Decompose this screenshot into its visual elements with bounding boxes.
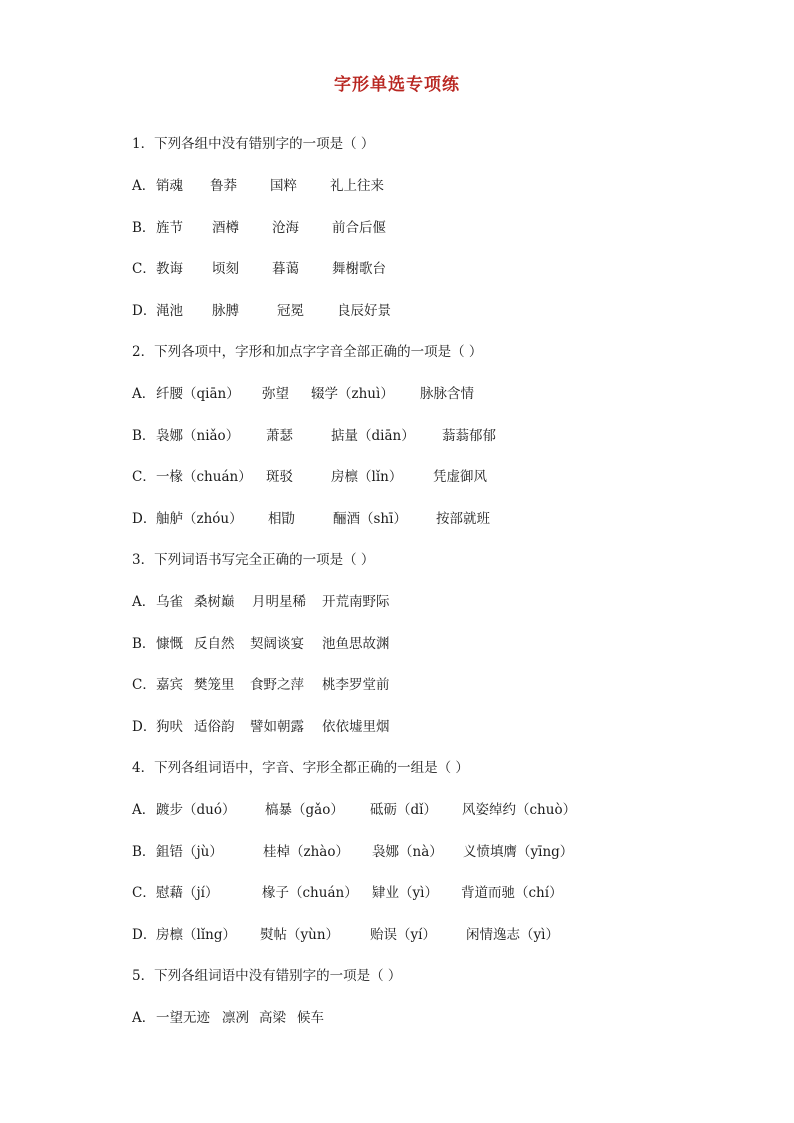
- option-item: 辍学（zhuì）: [311, 386, 394, 402]
- option-item: 掂量（diān）: [331, 428, 415, 444]
- option-label: C．: [132, 469, 156, 485]
- option-item: 开荒南野际: [322, 594, 390, 610]
- option-item: 椽子（chuán）: [262, 885, 358, 901]
- option-item: 酾酒（shī）: [333, 511, 407, 527]
- option-item: 一椽（chuán）: [156, 469, 252, 485]
- option-item: 袅娜（nà）: [372, 844, 443, 860]
- question-3-stem: 3．下列词语书写完全正确的一项是（ ）: [132, 552, 375, 568]
- option-item: 萧瑟: [266, 428, 293, 444]
- option-item: 义愤填膺（yīng）: [463, 844, 574, 860]
- option-label: B．: [132, 844, 156, 860]
- option-item: 良辰好景: [337, 303, 391, 319]
- option-item: 酒樽: [212, 220, 239, 236]
- option-item: 嘉宾: [156, 677, 183, 693]
- option-label: A．: [132, 1010, 156, 1026]
- option-item: 乌雀: [156, 594, 183, 610]
- option-label: A．: [132, 802, 156, 818]
- option-label: A．: [132, 178, 156, 194]
- option-item: 渑池: [156, 303, 183, 319]
- option-item: 槁暴（gǎo）: [265, 802, 344, 818]
- option-item: 冠冕: [277, 303, 304, 319]
- page-title: 字形单选专项练: [334, 75, 460, 95]
- question-4-stem: 4．下列各组词语中，字音、字形全都正确的一组是（ ）: [132, 760, 469, 776]
- option-item: 舞榭歌台: [332, 261, 386, 277]
- option-item: 慰藉（jí）: [156, 885, 219, 901]
- option-item: 贻误（yí）: [370, 927, 436, 943]
- option-item: 舳舻（zhóu）: [156, 511, 243, 527]
- option-item: 一望无迹: [156, 1010, 210, 1026]
- option-item: 凛冽: [222, 1010, 249, 1026]
- option-item: 鉏铻（jù）: [156, 844, 223, 860]
- option-item: 候车: [297, 1010, 324, 1026]
- option-label: B．: [132, 636, 156, 652]
- option-item: 依依墟里烟: [322, 719, 390, 735]
- option-label: D．: [132, 511, 157, 527]
- option-item: 闲情逸志（yì）: [466, 927, 559, 943]
- option-label: D．: [132, 927, 157, 943]
- option-item: 按部就班: [436, 511, 490, 527]
- option-item: 背道而驰（chí）: [461, 885, 563, 901]
- option-label: B．: [132, 220, 156, 236]
- option-item: 脉脉含情: [420, 386, 474, 402]
- option-item: 砥砺（dǐ）: [370, 802, 437, 818]
- option-item: 房檩（lǐn）: [331, 469, 403, 485]
- option-item: 纤腰（qiān）: [156, 386, 240, 402]
- option-item: 池鱼思故渊: [322, 636, 390, 652]
- option-label: A．: [132, 594, 156, 610]
- question-1-stem: 1．下列各组中没有错别字的一项是（ ）: [132, 136, 375, 152]
- option-item: 踱步（duó）: [156, 802, 236, 818]
- option-item: 旌节: [156, 220, 183, 236]
- option-item: 袅娜（niǎo）: [156, 428, 240, 444]
- option-item: 教诲: [156, 261, 183, 277]
- option-label: C．: [132, 885, 156, 901]
- option-item: 销魂: [156, 178, 183, 194]
- option-label: B．: [132, 428, 156, 444]
- option-item: 肄业（yì）: [372, 885, 438, 901]
- option-item: 相勖: [268, 511, 295, 527]
- option-item: 桂棹（zhào）: [263, 844, 349, 860]
- option-item: 弥望: [262, 386, 289, 402]
- option-item: 暮蔼: [272, 261, 299, 277]
- option-item: 契阔谈宴: [250, 636, 304, 652]
- option-item: 熨帖（yùn）: [260, 927, 340, 943]
- option-item: 国粹: [270, 178, 297, 194]
- question-2-stem: 2．下列各项中，字形和加点字字音全部正确的一项是（ ）: [132, 344, 483, 360]
- option-label: D．: [132, 719, 157, 735]
- option-item: 狗吠: [156, 719, 183, 735]
- option-item: 慷慨: [156, 636, 183, 652]
- option-item: 房檩（lǐng）: [156, 927, 236, 943]
- option-item: 斑驳: [266, 469, 293, 485]
- option-label: C．: [132, 677, 156, 693]
- option-item: 桃李罗堂前: [322, 677, 390, 693]
- option-item: 前合后偃: [332, 220, 386, 236]
- option-item: 顷刻: [212, 261, 239, 277]
- option-item: 礼上往来: [330, 178, 384, 194]
- option-item: 月明星稀: [252, 594, 306, 610]
- option-item: 反自然: [194, 636, 235, 652]
- option-label: A．: [132, 386, 156, 402]
- option-item: 食野之萍: [250, 677, 304, 693]
- option-item: 沧海: [272, 220, 299, 236]
- question-5-stem: 5．下列各组词语中没有错别字的一项是（ ）: [132, 968, 402, 984]
- option-item: 蓊蓊郁郁: [442, 428, 496, 444]
- option-item: 譬如朝露: [250, 719, 304, 735]
- option-item: 凭虚御风: [433, 469, 487, 485]
- option-label: D．: [132, 303, 157, 319]
- option-item: 高梁: [259, 1010, 286, 1026]
- option-label: C．: [132, 261, 156, 277]
- option-item: 适俗韵: [194, 719, 235, 735]
- option-item: 樊笼里: [194, 677, 235, 693]
- option-item: 鲁莽: [210, 178, 237, 194]
- option-item: 脉膊: [212, 303, 239, 319]
- option-item: 风姿绰约（chuò）: [462, 802, 577, 818]
- option-item: 桑树巅: [194, 594, 235, 610]
